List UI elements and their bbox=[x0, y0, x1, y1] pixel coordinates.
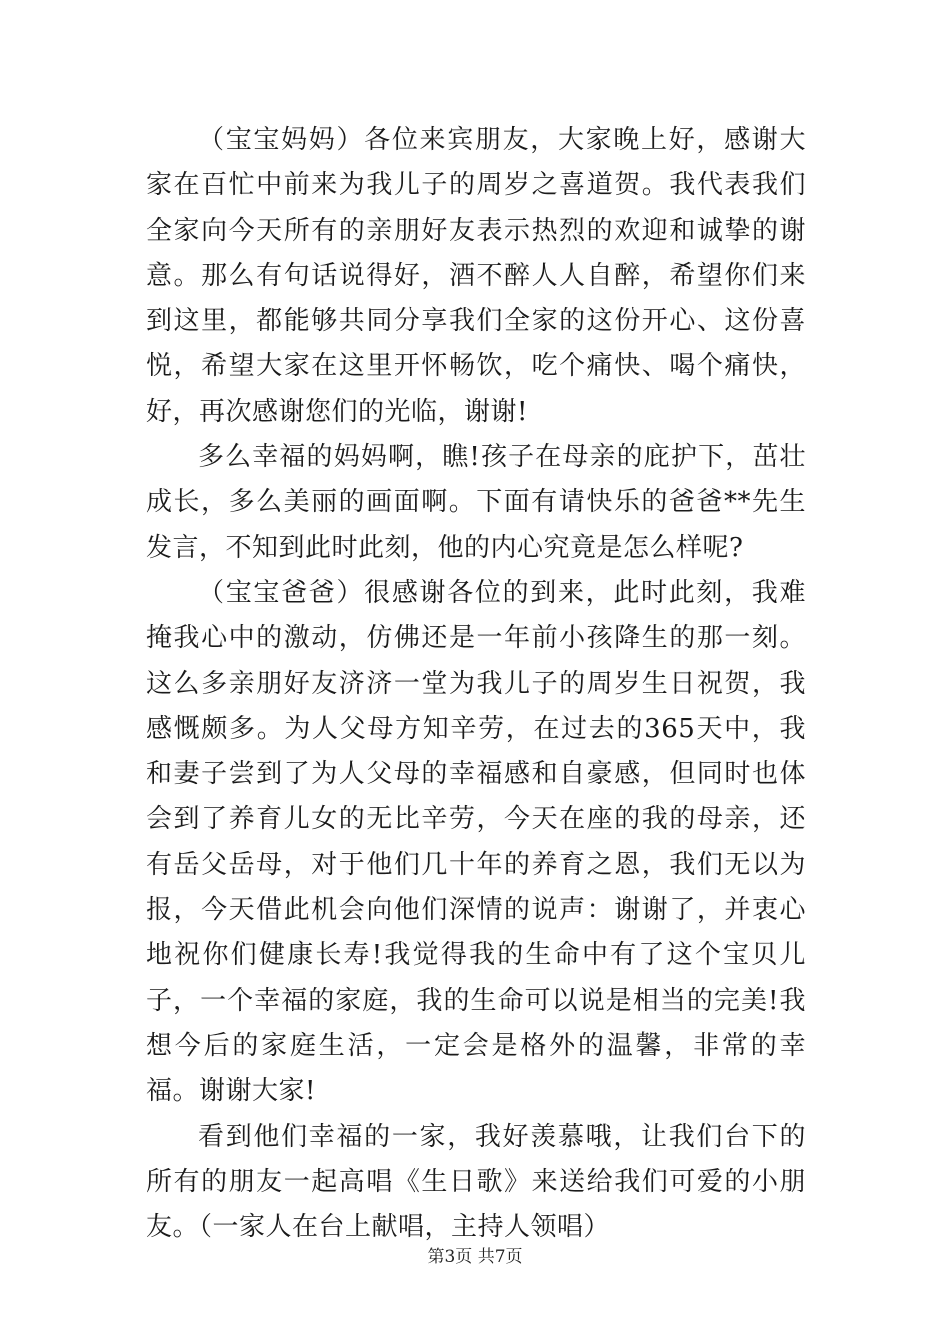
page-number-footer: 第3页 共7页 bbox=[427, 1247, 523, 1267]
paragraph-father-speech: （宝宝爸爸）很感谢各位的到来，此时此刻，我难掩我心中的激动，仿佛还是一年前小孩降生的那一刻。这么多亲朋好友济济一堂为我儿子的周岁生日祝贺，我感慨颇多。为人父母方知辛劳，在过去的365天中，我和妻子尝到了为人父母的幸福感和自豪感，但同时也体会到了养育儿女的无比辛劳，今天在座的我的母亲，还有岳父岳母，对于他们几十年的养育之恩，我们无以为报，今天借此机会向他们深情的说声：谢谢了，并衷心地祝你们健康长寿!我觉得我的生命中有了这个宝贝儿子，一个幸福的家庭，我的生命可以说是相当的完美!我想今后的家庭生活，一定会是格外的温馨，非常的幸福。谢谢大家! bbox=[146, 577, 806, 1107]
document-body bbox=[146, 118, 806, 1250]
paragraph-host-transition: 多么幸福的妈妈啊，瞧!孩子在母亲的庇护下，茁壮成长，多么美丽的画面啊。下面有请快乐的爸爸**先生发言，不知到此时此刻，他的内心究竟是怎么样呢? bbox=[146, 442, 806, 563]
paragraph-birthday-song: 看到他们幸福的一家，我好羡慕哦，让我们台下的所有的朋友一起高唱《生日歌》来送给我们可爱的小朋友。（一家人在台上献唱，主持人领唱） bbox=[146, 1121, 806, 1243]
paragraph-mother-speech: （宝宝妈妈）各位来宾朋友，大家晚上好，感谢大家在百忙中前来为我儿子的周岁之喜道贺。我代表我们全家向今天所有的亲朋好友表示热烈的欢迎和诚挚的谢意。那么有句话说得好，酒不醉人人自醉，希望你们来到这里，都能够共同分享我们全家的这份开心、这份喜悦，希望大家在这里开怀畅饮，吃个痛快、喝个痛快，好，再次感谢您们的光临，谢谢! bbox=[146, 125, 806, 427]
